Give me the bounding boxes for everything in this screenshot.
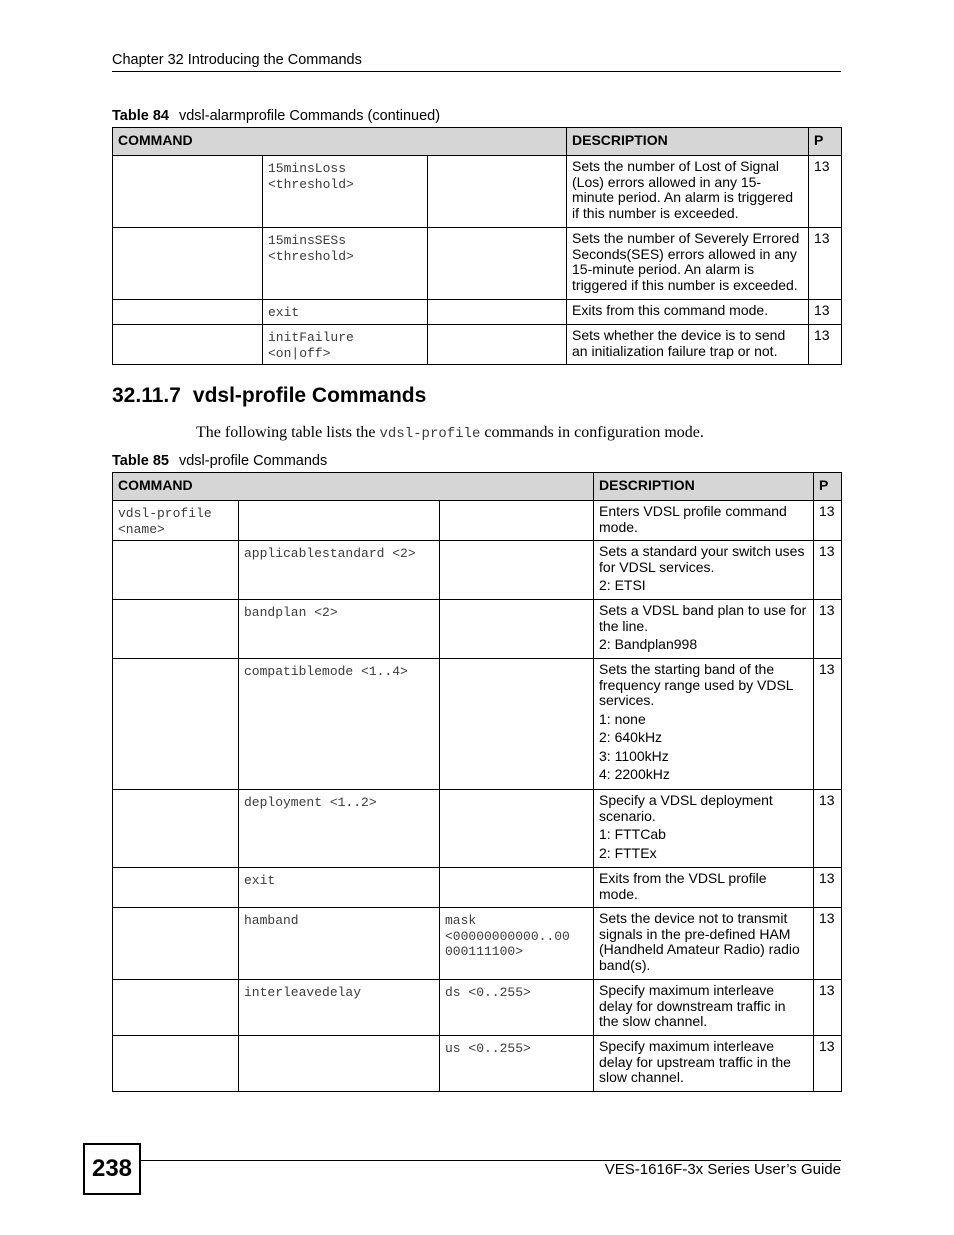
table-row: [113, 600, 842, 659]
description-cell: [594, 541, 814, 600]
page-header: [112, 50, 841, 72]
description-cell: [594, 600, 814, 659]
p-cell: 13: [814, 541, 842, 600]
command-cell-3: [440, 541, 594, 600]
description-line: Enters VDSL profile command mode.: [599, 503, 787, 535]
intro-text-before: The following table lists the: [196, 424, 380, 441]
intro-text-after: commands in configuration mode.: [480, 424, 704, 441]
table-85-label: Table 85: [112, 453, 169, 469]
description-cell: [594, 790, 814, 868]
table-84-header-row: [113, 128, 842, 156]
table-row: [113, 1036, 842, 1092]
description-header: DESCRIPTION: [594, 473, 814, 501]
p-cell: 13: [814, 868, 842, 908]
command-cell-1: [113, 980, 239, 1036]
description-cell: Sets whether the device is to send an initialization failure trap or not.: [567, 325, 809, 365]
table-row: [113, 300, 842, 325]
command-cell-3: [428, 156, 567, 228]
table-row: [113, 156, 842, 228]
p-cell: 13: [814, 790, 842, 868]
command-cell-2: exit: [263, 300, 428, 325]
guide-title: VES-1616F-3x Series User’s Guide: [604, 1161, 841, 1178]
command-cell-1: [113, 228, 263, 300]
table-85-header-row: [113, 473, 842, 501]
description-line: Sets the device not to transmit signals in the pre-defined HAM (Handheld Amateur Radio) radio band(s).: [599, 910, 800, 973]
description-cell: Sets the number of Severely Errored Seconds(SES) errors allowed in any 15-minute period. An alarm is triggered if this number is exceeded.: [567, 228, 809, 300]
intro-code: vdsl-profile: [379, 426, 481, 442]
p-cell: 13: [814, 908, 842, 980]
description-line: Specify maximum interleave delay for downstream traffic in the slow channel.: [599, 982, 786, 1029]
table-row: [113, 541, 842, 600]
p-header: P: [814, 473, 842, 501]
p-cell: 13: [814, 980, 842, 1036]
command-cell-3: [440, 868, 594, 908]
section-title: vdsl-profile Commands: [192, 384, 427, 407]
description-line: Sets a standard your switch uses for VDSL services.: [599, 543, 805, 575]
p-cell: 13: [809, 156, 842, 228]
command-cell-1: [113, 790, 239, 868]
description-line: 1: FTTCab: [599, 826, 666, 842]
description-header: DESCRIPTION: [567, 128, 809, 156]
command-cell-3: [440, 600, 594, 659]
chapter-title: Chapter 32 Introducing the Commands: [112, 52, 362, 68]
description-cell: Exits from this command mode.: [567, 300, 809, 325]
description-line: Specify maximum interleave delay for upstream traffic in the slow channel.: [599, 1038, 791, 1085]
command-header: COMMAND: [113, 128, 567, 156]
p-cell: 13: [814, 1036, 842, 1092]
command-cell-1: [113, 659, 239, 790]
table-row: [113, 501, 842, 541]
command-cell-2: initFailure <on|off>: [263, 325, 428, 365]
description-line: 2: 640kHz: [599, 729, 663, 745]
table-row: [113, 659, 842, 790]
table-84-label: Table 84: [112, 108, 169, 124]
command-cell-2: 15minsSESs <threshold>: [263, 228, 428, 300]
command-cell-1: [113, 325, 263, 365]
command-cell-1: [113, 156, 263, 228]
description-cell: Sets the number of Lost of Signal (Los) errors allowed in any 15-minute period. An alarm is triggered if this number is exceeded.: [567, 156, 809, 228]
section-number: 32.11.7: [112, 384, 181, 407]
description-cell: [594, 1036, 814, 1092]
description-line: 2: Bandplan998: [599, 636, 698, 652]
command-cell-3: mask <00000000000..00 000111100>: [440, 908, 594, 980]
p-cell: 13: [814, 501, 842, 541]
command-cell-3: [428, 325, 567, 365]
command-cell-1: [113, 908, 239, 980]
table-row: [113, 908, 842, 980]
command-cell-2: exit: [239, 868, 440, 908]
command-cell-3: [428, 300, 567, 325]
p-header: P: [809, 128, 842, 156]
table-84: [112, 127, 842, 365]
command-cell-3: [440, 501, 594, 541]
table-row: [113, 868, 842, 908]
p-cell: 13: [809, 325, 842, 365]
command-cell-3: ds <0..255>: [440, 980, 594, 1036]
table-85-caption: [112, 453, 327, 469]
command-cell-1: vdsl-profile <name>: [113, 501, 239, 541]
command-cell-3: [440, 659, 594, 790]
table-row: [113, 325, 842, 365]
command-cell-1: [113, 1036, 239, 1092]
command-cell-2: applicablestandard <2>: [239, 541, 440, 600]
description-line: Sets the starting band of the frequency range used by VDSL services.: [599, 661, 794, 708]
table-84-caption: [112, 108, 440, 124]
p-cell: 13: [809, 300, 842, 325]
command-cell-2: interleavedelay: [239, 980, 440, 1036]
description-line: Sets a VDSL band plan to use for the line.: [599, 602, 807, 634]
command-cell-3: [440, 790, 594, 868]
description-cell: [594, 868, 814, 908]
command-header: COMMAND: [113, 473, 594, 501]
p-cell: 13: [814, 600, 842, 659]
command-cell-1: [113, 868, 239, 908]
table-row: [113, 228, 842, 300]
command-cell-1: [113, 541, 239, 600]
page-number: 238: [83, 1143, 141, 1195]
command-cell-1: [113, 300, 263, 325]
description-line: 2: ETSI: [599, 577, 646, 593]
description-line: 3: 1100kHz: [599, 747, 669, 764]
section-heading: [112, 384, 426, 408]
table-85-title: vdsl-profile Commands: [178, 453, 328, 469]
intro-paragraph: [196, 424, 704, 442]
command-cell-2: compatiblemode <1..4>: [239, 659, 440, 790]
description-line: 4: 2200kHz: [599, 766, 670, 782]
command-cell-2: [239, 501, 440, 541]
table-row: [113, 980, 842, 1036]
command-cell-2: hamband: [239, 908, 440, 980]
p-cell: 13: [814, 659, 842, 790]
description-line: Specify a VDSL deployment scenario.: [599, 792, 773, 824]
command-cell-1: [113, 600, 239, 659]
command-cell-2: bandplan <2>: [239, 600, 440, 659]
description-line: 1: none: [599, 710, 646, 727]
description-line: Exits from the VDSL profile mode.: [599, 870, 767, 902]
command-cell-3: us <0..255>: [440, 1036, 594, 1092]
command-cell-2: [239, 1036, 440, 1092]
table-row: [113, 790, 842, 868]
command-cell-2: deployment <1..2>: [239, 790, 440, 868]
description-cell: [594, 501, 814, 541]
p-cell: 13: [809, 228, 842, 300]
description-cell: [594, 980, 814, 1036]
command-cell-3: [428, 228, 567, 300]
description-cell: [594, 908, 814, 980]
description-line: 2: FTTEx: [599, 844, 657, 861]
description-cell: [594, 659, 814, 790]
table-84-title: vdsl-alarmprofile Commands (continued): [178, 108, 441, 124]
command-cell-2: 15minsLoss <threshold>: [263, 156, 428, 228]
table-85: [112, 472, 842, 1092]
